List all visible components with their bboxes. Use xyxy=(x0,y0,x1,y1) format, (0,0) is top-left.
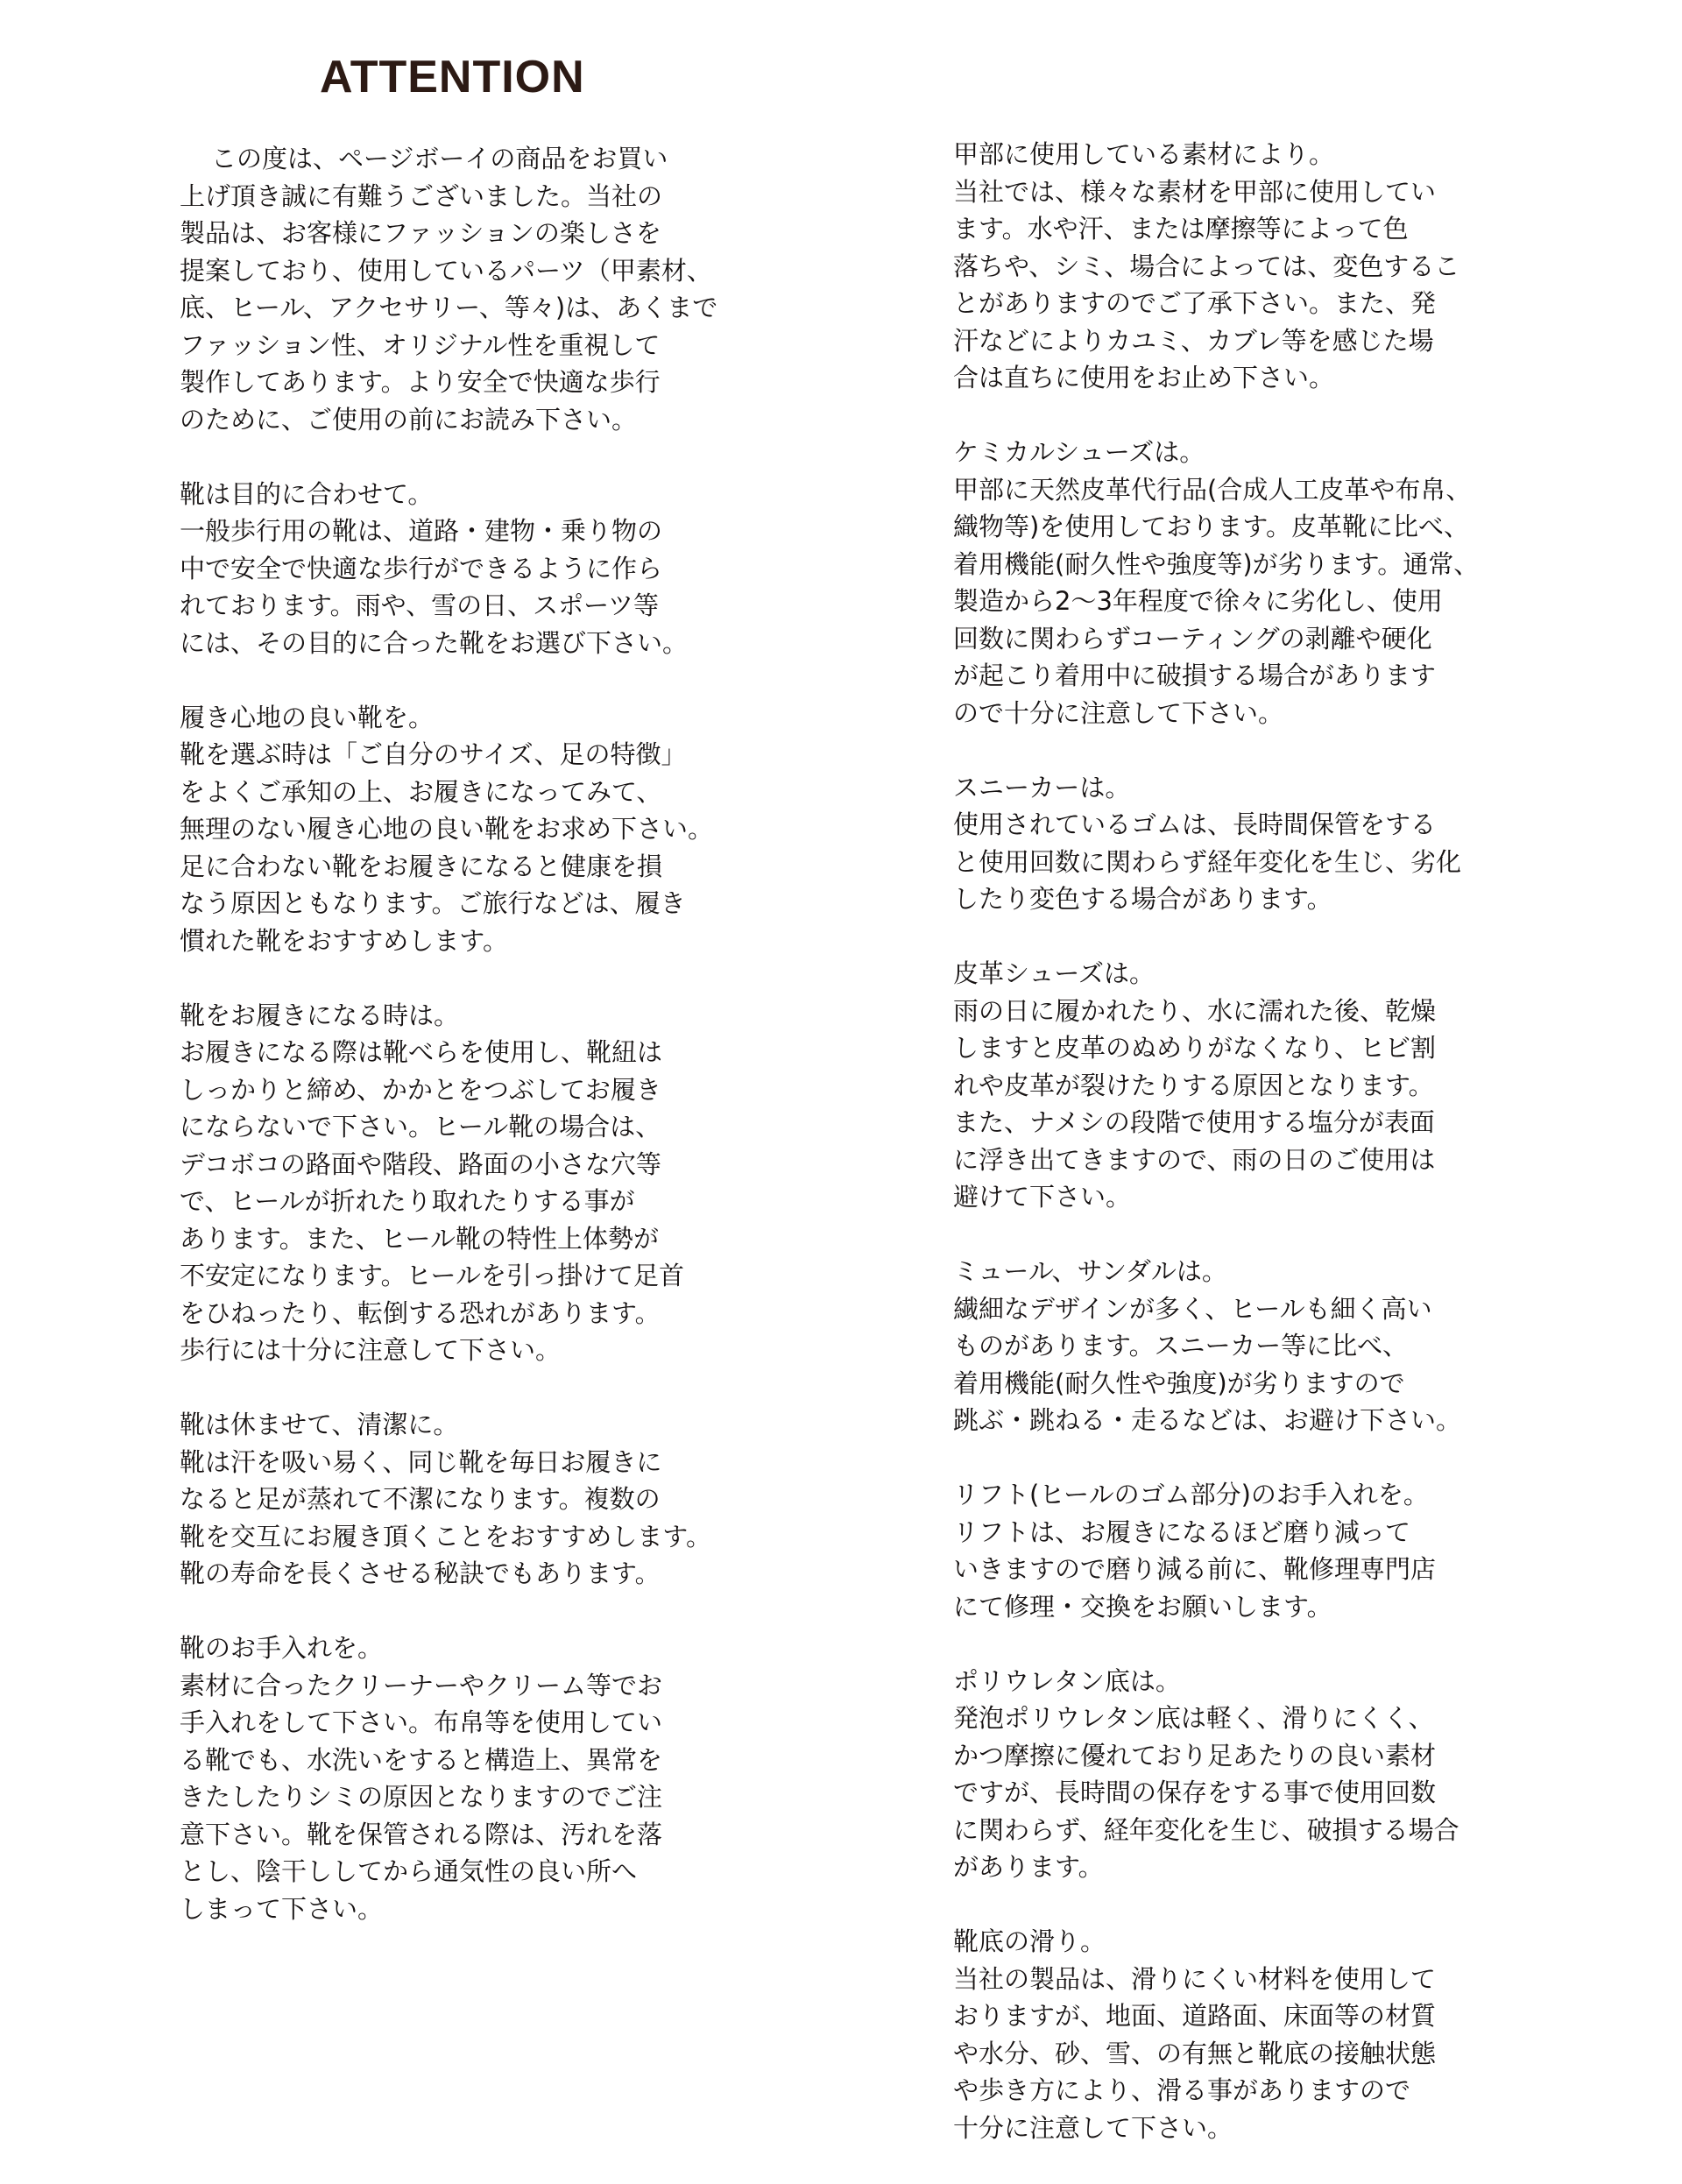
text-line: 素材に合ったクリーナーやクリーム等でお xyxy=(180,1670,663,1700)
text-line: 上げ頂き誠に有難うございました。当社の xyxy=(180,180,663,211)
text-line: 着用機能(耐久性や強度等)が劣ります。通常、 xyxy=(953,548,1480,579)
text-line: をよくご承知の上、お履きになってみて、 xyxy=(180,776,662,807)
text-line: や水分、砂、雪、の有無と靴底の接触状態 xyxy=(953,2038,1437,2068)
text-line: 十分に注意して下さい。 xyxy=(953,2112,1233,2143)
text-line: いきますので磨り減る前に、靴修理専門店 xyxy=(953,1554,1437,1584)
text-line: ので十分に注意して下さい。 xyxy=(953,697,1284,728)
text-line: 製造から2～3年程度で徐々に劣化し、使用 xyxy=(953,586,1443,616)
text-line: る靴でも、水洗いをすると構造上、異常を xyxy=(180,1744,663,1775)
text-line: 当社では、様々な素材を甲部に使用してい xyxy=(953,176,1437,207)
text-line: に浮き出てきますので、雨の日のご使用は xyxy=(953,1144,1436,1175)
text-line: が起こり着用中に破損する場合があります xyxy=(953,661,1437,690)
text-line: しますと皮革のぬめりがなくなり、ヒビ割 xyxy=(953,1033,1437,1063)
text-line: かつ摩擦に優れており足あたりの良い素材 xyxy=(953,1740,1437,1771)
text-line: 不安定になります。ヒールを引っ掛けて足首 xyxy=(180,1261,684,1290)
section-heading: ポリウレタン底は。 xyxy=(953,1665,1181,1696)
text-line: で、ヒールが折れたり取れたりする事が xyxy=(180,1186,635,1216)
text-line: 落ちや、シミ、場合によっては、変色するこ xyxy=(953,251,1460,281)
text-line: 繊細なデザインが多く、ヒールも細く高い xyxy=(953,1293,1432,1324)
section-heading: スニーカーは。 xyxy=(953,772,1131,802)
text-line: 靴は汗を吸い易く、同じ靴を毎日お履きに xyxy=(180,1446,662,1477)
text-line: 底、ヒール、アクセサリー、等々)は、あくまで xyxy=(180,293,718,322)
notice-section xyxy=(180,1406,784,1593)
text-line: 製作してあります。より安全で快適な歩行 xyxy=(180,367,661,397)
text-line: をひねったり、転倒する恐れがあります。 xyxy=(180,1297,661,1328)
text-line: に関わらず、経年変化を生じ、破損する場合 xyxy=(953,1814,1459,1845)
section-heading: ケミカルシューズは。 xyxy=(953,437,1205,467)
notice-section xyxy=(953,1476,1566,1625)
text-line: 回数に関わらずコーティングの剥離や硬化 xyxy=(953,623,1432,654)
section-heading: 靴は目的に合わせて。 xyxy=(180,478,434,509)
text-line: とし、陰干ししてから通気性の良い所へ xyxy=(180,1856,638,1886)
notice-section xyxy=(953,434,1566,732)
section-heading: 靴底の滑り。 xyxy=(953,1926,1106,1956)
text-line: 汗などによりカユミ、カブレ等を感じた場 xyxy=(953,325,1434,356)
text-line: あります。また、ヒール靴の特性上体勢が xyxy=(180,1223,659,1254)
text-line: 一般歩行用の靴は、道路・建物・乗り物の xyxy=(180,516,663,546)
text-line: なう原因ともなります。ご旅行などは、履き xyxy=(180,888,686,918)
section-heading: 靴は休ませて、清潔に。 xyxy=(180,1410,459,1439)
text-line: お履きになる際は靴べらを使用し、靴紐は xyxy=(180,1037,663,1067)
left-column xyxy=(180,140,784,1965)
text-line: のために、ご使用の前にお読み下さい。 xyxy=(180,404,638,435)
text-line: 当社の製品は、滑りにくい材料を使用して xyxy=(953,1963,1437,1994)
notice-section xyxy=(953,1253,1566,1439)
text-line: 意下さい。靴を保管される際は、汚れを落 xyxy=(180,1819,663,1849)
text-line: れや皮革が裂けたりする原因となります。 xyxy=(953,1070,1434,1100)
text-line: 無理のない履き心地の良い靴をお求め下さい。 xyxy=(180,814,714,844)
section-heading: 靴のお手入れを。 xyxy=(180,1633,384,1663)
section-heading: 甲部に使用している素材により。 xyxy=(953,139,1335,169)
text-line: にならないで下さい。ヒール靴の場合は、 xyxy=(180,1112,661,1141)
right-column xyxy=(953,136,1566,2184)
text-line: や歩き方により、滑る事がありますので xyxy=(953,2075,1411,2105)
text-line: 足に合わない靴をお履きになると健康を損 xyxy=(180,851,663,881)
text-line: デコボコの路面や階段、路面の小さな穴等 xyxy=(180,1149,661,1179)
text-line: 慣れた靴をおすすめします。 xyxy=(180,925,508,956)
text-line: 使用されているゴムは、長時間保管をする xyxy=(953,809,1437,839)
text-line: きたしたりシミの原因となりますのでご注 xyxy=(180,1782,663,1812)
text-line: には、その目的に合った靴をお選び下さい。 xyxy=(180,627,689,658)
text-line: があります。 xyxy=(953,1852,1104,1882)
text-line: 中で安全で快適な歩行ができるように作ら xyxy=(180,553,663,583)
text-line: ものがあります。スニーカー等に比べ、 xyxy=(953,1331,1409,1361)
notice-section xyxy=(180,997,784,1369)
notice-section xyxy=(953,955,1566,1216)
text-line: 甲部に天然皮革代行品(合成人工皮革や布帛、 xyxy=(953,474,1472,505)
text-line: れております。雨や、雪の日、スポーツ等 xyxy=(180,590,659,620)
notice-section xyxy=(180,699,784,960)
text-line: リフトは、お履きになるほど磨り減って xyxy=(953,1516,1411,1547)
section-heading: 履き心地の良い靴を。 xyxy=(180,702,435,732)
notice-section xyxy=(953,136,1566,397)
notice-section xyxy=(953,769,1566,918)
text-line: しっかりと締め、かかとをつぶしてお履き xyxy=(180,1074,661,1105)
text-line: 雨の日に履かれたり、水に濡れた後、乾燥 xyxy=(953,995,1437,1026)
text-line: 提案しており、使用しているパーツ（甲素材、 xyxy=(180,255,712,286)
text-line: また、ナメシの段階で使用する塩分が表面 xyxy=(953,1107,1435,1137)
text-line: ます。水や汗、または摩擦等によって色 xyxy=(953,214,1409,244)
text-line: なると足が蒸れて不潔になります。複数の xyxy=(180,1484,661,1514)
text-line: 発泡ポリウレタン底は軽く、滑りにくく、 xyxy=(953,1703,1434,1733)
section-heading: リフト(ヒールのゴム部分)のお手入れを。 xyxy=(953,1480,1429,1509)
text-line: 靴の寿命を長くさせる秘訣でもあります。 xyxy=(180,1558,661,1588)
text-line: 靴を交互にお履き頂くことをおすすめします。 xyxy=(180,1521,711,1551)
text-line: ですが、長時間の保存をする事で使用回数 xyxy=(953,1778,1437,1807)
text-line: にて修理・交換をお願いします。 xyxy=(953,1591,1332,1622)
section-heading: 皮革シューズは。 xyxy=(953,958,1155,988)
text-line: おりますが、地面、道路面、床面等の材質 xyxy=(953,2001,1437,2031)
text-line: とがありますのでご了承下さい。また、発 xyxy=(953,288,1437,318)
text-line: 跳ぶ・跳ねる・走るなどは、お避け下さい。 xyxy=(953,1405,1462,1435)
text-line: 靴を選ぶ時は「ご自分のサイズ、足の特徴」 xyxy=(180,739,687,769)
text-line: しまって下さい。 xyxy=(180,1893,384,1924)
section-heading: ミュール、サンダルは。 xyxy=(953,1256,1227,1286)
notice-section xyxy=(953,1663,1566,1886)
intro-paragraph xyxy=(180,140,784,438)
text-line: と使用回数に関わらず経年変化を生じ、劣化 xyxy=(953,846,1462,877)
text-line: ファッション性、オリジナル性を重視して xyxy=(180,329,661,360)
text-line: 合は直ちに使用をお止め下さい。 xyxy=(953,363,1335,392)
text-line: 歩行には十分に注意して下さい。 xyxy=(180,1335,562,1365)
text-line: 製品は、お客様にファッションの楽しさを xyxy=(180,218,661,248)
page-title: ATTENTION xyxy=(320,52,585,102)
section-heading: 靴をお履きになる時は。 xyxy=(180,1000,460,1030)
text-line: 手入れをして下さい。布帛等を使用してい xyxy=(180,1707,663,1737)
text-line: 避けて下さい。 xyxy=(953,1182,1132,1212)
notice-section xyxy=(180,476,784,662)
text-line: 着用機能(耐久性や強度)が劣りますので xyxy=(953,1368,1405,1398)
notice-section xyxy=(953,1923,1566,2146)
notice-section xyxy=(180,1629,784,1927)
text-line: 織物等)を使用しております。皮革靴に比べ、 xyxy=(953,512,1469,541)
text-line: この度は、ページボーイの商品をお買い xyxy=(211,144,668,173)
text-line: したり変色する場合があります。 xyxy=(953,884,1332,914)
